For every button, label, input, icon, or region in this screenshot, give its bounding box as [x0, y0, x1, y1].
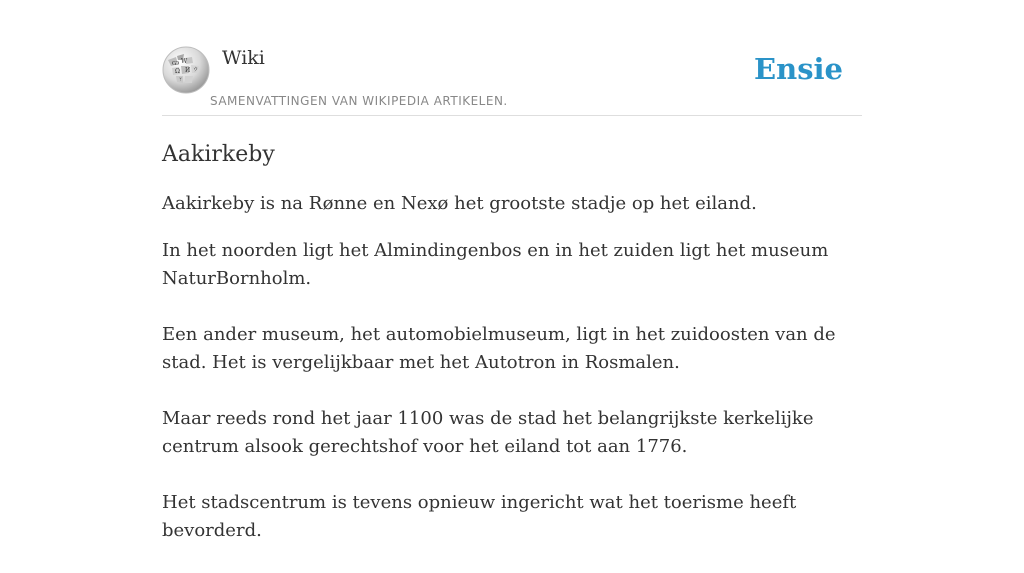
article-paragraph: Maar reeds rond het jaar 1100 was de stad het belangrijkste kerkelijke centrum alsook gerechtshof voor het eiland tot aan 1776.	[162, 408, 814, 457]
svg-text:Ѡ: Ѡ	[172, 60, 180, 67]
article-paragraph: Het stadscentrum is tevens opnieuw ingericht wat het toerisme heeft bevorderd.	[162, 492, 797, 541]
brand-logo-ensie[interactable]: Ensie	[754, 52, 843, 86]
svg-text:W: W	[181, 58, 188, 65]
article-title: Aakirkeby	[162, 142, 275, 167]
article-content	[162, 190, 862, 545]
site-header	[162, 0, 862, 116]
main-container	[162, 0, 862, 573]
article-paragraph: In het noorden ligt het Almindingenbos en in het zuiden ligt het museum NaturBornholm.	[162, 240, 829, 289]
svg-text:Ω: Ω	[175, 68, 180, 75]
site-tagline: SAMENVATTINGEN VAN WIKIPEDIA ARTIKELEN.	[210, 94, 508, 108]
svg-text:ウ: ウ	[193, 67, 199, 73]
svg-text:ᛘ: ᛘ	[179, 77, 183, 83]
wikipedia-globe-icon[interactable]	[162, 46, 210, 94]
svg-text:И: И	[185, 67, 191, 74]
article-paragraph: Een ander museum, het automobielmuseum, ligt in het zuidoosten van de stad. Het is vergelijkbaar met het Autotron in Rosmalen.	[162, 324, 836, 373]
article-paragraph: Aakirkeby is na Rønne en Nexø het grootste stadje op het eiland.	[162, 193, 757, 214]
site-name[interactable]: Wiki	[222, 47, 265, 69]
